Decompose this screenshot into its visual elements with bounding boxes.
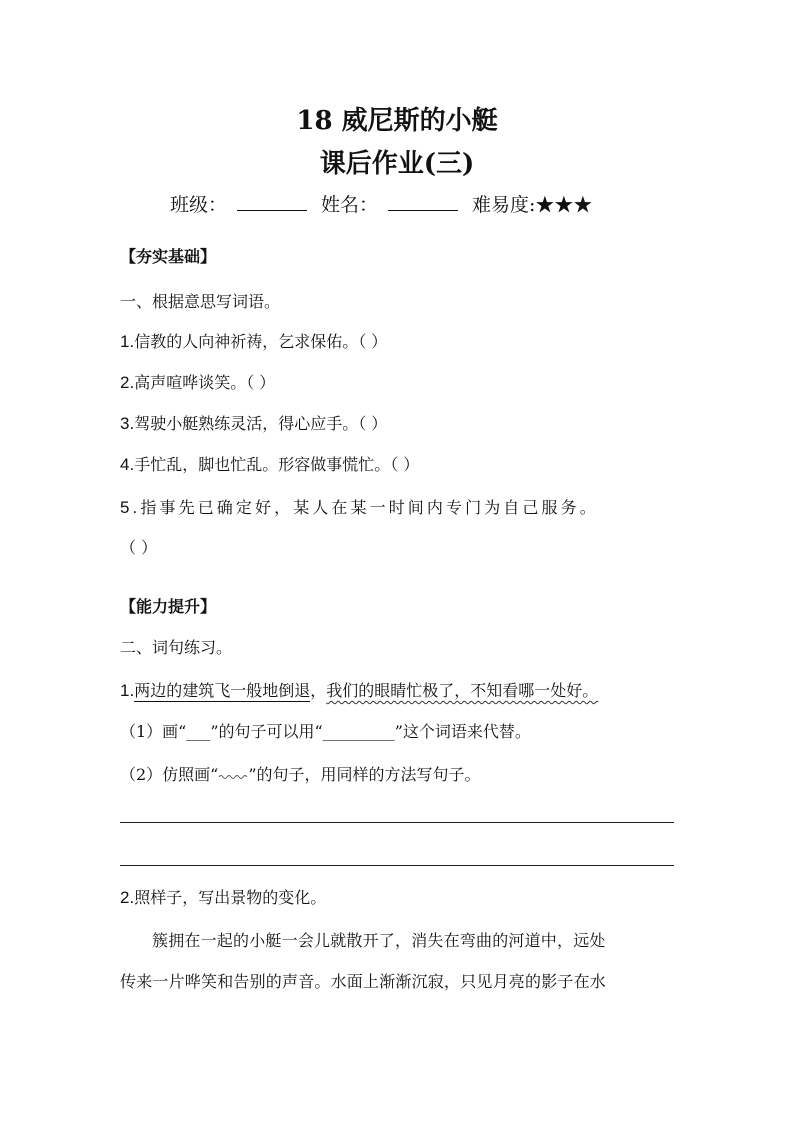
sub1-straight-sample: ___ xyxy=(186,722,211,741)
item-number: 1. xyxy=(120,332,135,351)
list-item xyxy=(120,332,387,352)
list-item xyxy=(120,455,419,475)
answer-line-2[interactable] xyxy=(120,865,674,866)
question-1-title: 一、根据意思写词语。 xyxy=(120,292,281,311)
sub1-text-a: （1）画“ xyxy=(120,722,187,741)
sub1-text-e: ”这个词语来代替。 xyxy=(394,722,531,741)
item-text: 照样子，写出景物的变化。 xyxy=(134,888,327,907)
answer-line-1[interactable] xyxy=(120,822,674,823)
page-title: 18 威尼斯的小艇 xyxy=(296,106,498,136)
student-info-row xyxy=(170,190,592,217)
sub1-text-c: ”的句子可以用“ xyxy=(210,722,323,741)
item-number: 2. xyxy=(120,888,135,907)
straight-underlined-text: 两边的建筑飞一般地倒退 xyxy=(134,681,311,700)
item-number: 3. xyxy=(120,414,135,433)
class-label: 班级： xyxy=(170,194,228,216)
sub2-text-a: （2）仿照画“ xyxy=(120,765,219,784)
section-heading-advanced: 【能力提升】 xyxy=(120,597,217,616)
page-subtitle: 课后作业(三) xyxy=(319,149,475,179)
item-text: 高声喧哗谈笑。（ ） xyxy=(134,373,276,392)
name-blank[interactable] xyxy=(388,192,458,211)
item-text: 指事先已确定好，某人在某一时间内专门为自己服务。 xyxy=(140,498,599,517)
item-number: 4. xyxy=(120,455,135,474)
item-text: 信教的人向神祈祷，乞求保佑。（ ） xyxy=(134,332,388,351)
list-item xyxy=(120,498,599,518)
sub1-answer-blank[interactable]: _________ xyxy=(322,722,395,741)
list-item xyxy=(120,373,275,393)
item-number: 5. xyxy=(120,498,141,517)
answer-blank[interactable]: （ ） xyxy=(120,538,158,557)
comma-text: ， xyxy=(310,681,327,700)
question-2-title: 二、词句练习。 xyxy=(120,638,233,657)
sub-question-2 xyxy=(120,765,481,785)
item-text: 手忙乱，脚也忙乱。形容做事慌忙。（ ） xyxy=(134,455,420,474)
class-blank[interactable] xyxy=(237,192,307,211)
passage-line-2: 传来一片哗笑和告别的声音。水面上渐渐沉寂，只见月亮的影子在水 xyxy=(120,972,607,991)
item-number: 2. xyxy=(120,373,135,392)
sub2-text-c: ”的句子，用同样的方法写句子。 xyxy=(248,765,481,784)
sub-question-1 xyxy=(120,722,531,742)
list-item xyxy=(120,414,387,434)
difficulty-label: 难易度:★★★ xyxy=(472,194,593,216)
passage-line-1: 簇拥在一起的小艇一会儿就散开了，消失在弯曲的河道中，远处 xyxy=(152,931,606,950)
item-text: 驾驶小艇熟练灵活，得心应手。（ ） xyxy=(134,414,388,433)
item-number: 1. xyxy=(120,681,135,700)
section-heading-basics: 【夯实基础】 xyxy=(120,247,217,266)
wavy-underlined-text: 我们的眼睛忙极了，不知看哪一处好。 xyxy=(326,681,599,700)
wavy-line-sample-icon xyxy=(218,772,248,780)
sentence-1 xyxy=(120,681,598,701)
name-label: 姓名： xyxy=(321,194,379,216)
question-2-2 xyxy=(120,888,326,908)
